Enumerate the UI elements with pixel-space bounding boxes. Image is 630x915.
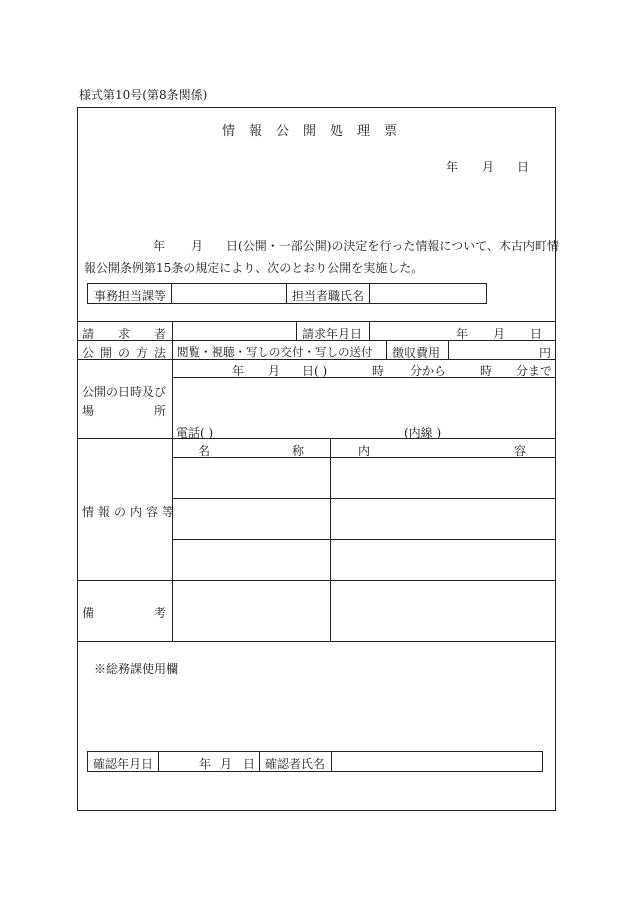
confirm-year: 年 — [199, 757, 212, 771]
intro-line1: (公開・一部公開)の決定を行った情報について、木古内町情 — [238, 239, 559, 253]
request-date-day: 日 — [530, 327, 543, 341]
requester-field[interactable] — [173, 322, 295, 339]
remarks-cell-1[interactable] — [173, 581, 329, 640]
form-title: 情報公開処理票 — [221, 124, 411, 139]
dt-day: 日( ) — [302, 364, 328, 378]
confirmer-label: 確認者氏名 — [265, 757, 326, 771]
name-column-header: 名 称 — [198, 444, 304, 458]
extension-label: (内線 ) — [404, 426, 442, 440]
info-content-cell-3[interactable] — [331, 540, 555, 579]
dept-label: 事務担当課等 — [94, 289, 167, 303]
staff-name-label: 担当者職氏名 — [292, 289, 365, 303]
remarks-cell-2[interactable] — [331, 581, 555, 640]
dt-hour-1: 時 — [372, 364, 385, 378]
info-content-cell-2[interactable] — [331, 499, 555, 538]
fee-yen: 円 — [539, 346, 552, 360]
info-name-cell-3[interactable] — [173, 540, 329, 579]
admin-note: ※総務課使用欄 — [94, 662, 179, 676]
confirmer-field[interactable] — [332, 752, 542, 771]
fee-label: 徴収費用 — [392, 346, 441, 360]
confirm-date-label: 確認年月日 — [93, 757, 154, 771]
info-name-cell-1[interactable] — [173, 458, 329, 497]
requester-label: 請 求 者 — [82, 327, 166, 341]
content-column-header: 内 容 — [358, 444, 526, 458]
dept-field[interactable] — [172, 284, 285, 303]
request-date-month: 月 — [493, 327, 506, 341]
dt-month: 月 — [268, 364, 281, 378]
request-date-label: 請求年月日 — [302, 327, 363, 341]
info-label: 情報の内容等 — [82, 505, 179, 519]
intro-month: 月 — [191, 239, 204, 253]
top-date-day: 日 — [517, 160, 530, 174]
method-label: 公 開 の 方 法 — [82, 346, 166, 360]
datetime-label: 公開の日時及び — [82, 385, 167, 399]
place-label: 場 所 — [82, 404, 166, 418]
remarks-label: 備 考 — [82, 606, 166, 620]
top-date-month: 月 — [482, 160, 495, 174]
dt-year: 年 — [232, 364, 245, 378]
confirm-month: 月 — [220, 757, 233, 771]
request-date-year: 年 — [456, 327, 469, 341]
staff-name-field[interactable] — [370, 284, 486, 303]
confirm-day: 日 — [243, 757, 256, 771]
info-name-cell-2[interactable] — [173, 499, 329, 538]
dt-from: 分から — [410, 364, 447, 378]
method-value: 閲覧・視聴・写しの交付・写しの送付 — [177, 345, 373, 359]
dt-hour-2: 時 — [480, 364, 493, 378]
top-date-year: 年 — [446, 160, 459, 174]
phone-label: 電話( ) — [176, 426, 214, 440]
intro-day: 日(公開・一部公開)の決定を行った情報について、木古内町情 — [226, 239, 559, 253]
intro-line2: 報公開条例第15条の規定により、次のとおり公開を実施した。 — [84, 261, 424, 275]
form-code: 様式第10号(第8条関係) — [79, 88, 208, 102]
intro-year: 年 — [153, 239, 166, 253]
dt-to: 分まで — [516, 364, 553, 378]
info-content-cell-1[interactable] — [331, 458, 555, 497]
